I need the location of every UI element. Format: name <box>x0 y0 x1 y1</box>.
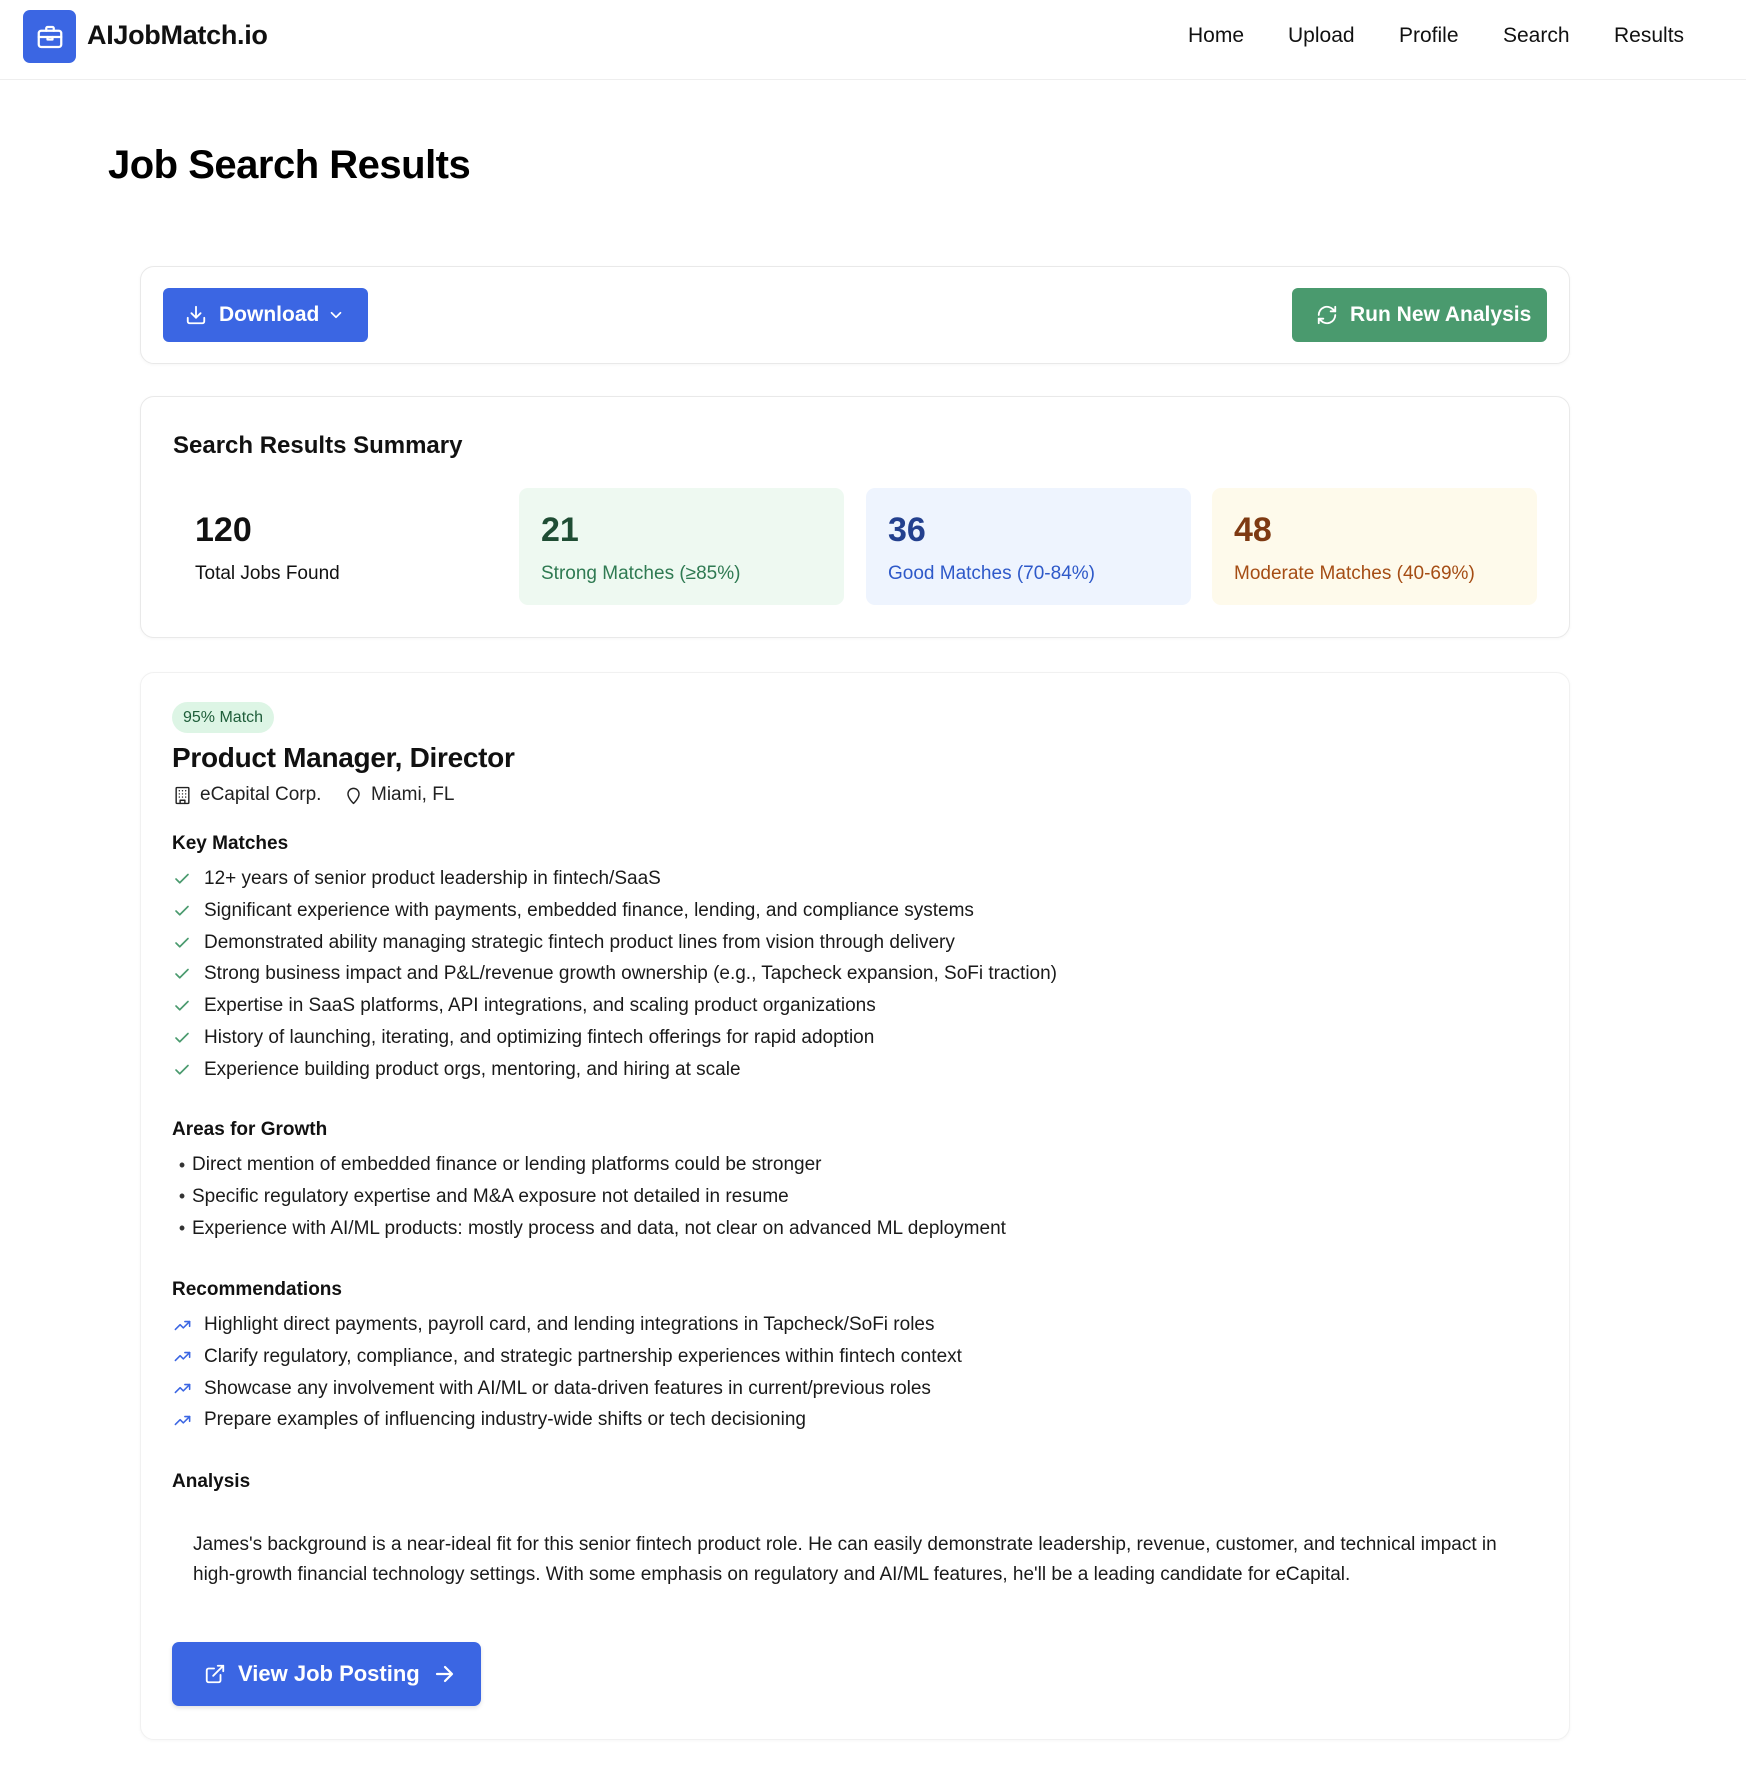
stat-value: 48 <box>1234 511 1272 549</box>
bullet-icon: • <box>178 1186 186 1207</box>
arrow-right-icon <box>432 1662 456 1686</box>
company <box>173 784 321 806</box>
stat-label: Total Jobs Found <box>195 563 340 584</box>
list-item-text: Showcase any involvement with AI/ML or data-driven features in current/previous roles <box>204 1377 931 1399</box>
stat-value: 120 <box>195 511 252 549</box>
briefcase-icon[interactable] <box>23 10 76 63</box>
nav-results[interactable]: Results <box>1614 24 1685 47</box>
list-item <box>172 1151 821 1179</box>
list-item-text: Expertise in SaaS platforms, API integrations, and scaling product organizations <box>204 995 876 1017</box>
trending-up-icon <box>172 1347 192 1367</box>
stat-strong-matches <box>519 488 844 605</box>
nav-profile[interactable]: Profile <box>1399 24 1459 47</box>
list-item-text: Significant experience with payments, embedded finance, lending, and compliance systems <box>204 899 974 921</box>
list-item <box>172 1311 935 1339</box>
chevron-down-icon <box>327 306 345 324</box>
analysis-heading: Analysis <box>172 1471 251 1492</box>
match-badge: 95% Match <box>172 702 274 733</box>
check-icon <box>172 1060 192 1080</box>
view-job-label: View Job Posting <box>238 1661 420 1686</box>
list-item-text: Experience building product orgs, mentoring, and hiring at scale <box>204 1058 741 1080</box>
external-link-icon <box>204 1663 226 1685</box>
list-item-text: Prepare examples of influencing industry-wide shifts or tech decisioning <box>204 1409 806 1431</box>
stat-value: 36 <box>888 511 926 549</box>
analysis-text: James's background is a near-ideal fit for this senior fintech product role. He can easily demonstrate leadership, revenue, customer, and technical impact in high-growth financial technology settings. With some emphasis on regulatory and AI/ML features, he'll be a leading candidate for eCapital. <box>193 1534 1497 1585</box>
list-item <box>172 865 661 893</box>
download-button[interactable] <box>163 288 368 342</box>
stat-label: Good Matches (70-84%) <box>888 563 1095 584</box>
summary-title: Search Results Summary <box>173 432 463 459</box>
list-item <box>172 1406 806 1434</box>
list-item-text: Direct mention of embedded finance or lending platforms could be stronger <box>192 1154 822 1175</box>
list-item <box>172 992 876 1020</box>
bullet-icon: • <box>178 1154 186 1175</box>
list-item <box>172 1215 1006 1243</box>
list-item <box>172 1183 789 1211</box>
list-item <box>172 1343 962 1371</box>
stat-total-jobs <box>173 488 498 605</box>
page-title: Job Search Results <box>108 143 471 187</box>
download-label: Download <box>219 303 320 326</box>
top-navbar <box>0 0 1746 80</box>
nav-search[interactable]: Search <box>1503 24 1570 47</box>
bullet-icon: • <box>178 1218 186 1239</box>
list-item-text: History of launching, iterating, and optimizing fintech offerings for rapid adoption <box>204 1027 875 1048</box>
nav-home[interactable]: Home <box>1188 24 1245 47</box>
building-icon <box>173 786 192 805</box>
check-icon <box>172 996 192 1016</box>
check-icon <box>172 869 192 889</box>
list-item <box>172 1056 741 1084</box>
company-name: eCapital Corp. <box>200 784 322 805</box>
run-label: Run New Analysis <box>1350 303 1532 326</box>
list-item-text: Demonstrated ability managing strategic fintech product lines from vision through delivery <box>204 931 955 953</box>
stat-moderate-matches <box>1212 488 1537 605</box>
list-item <box>172 929 955 957</box>
list-item-text: Specific regulatory expertise and M&A exposure not detailed in resume <box>192 1185 789 1207</box>
list-item-text: Clarify regulatory, compliance, and strategic partnership experiences within fintech context <box>204 1345 962 1367</box>
list-item <box>172 897 974 925</box>
list-item-text: Strong business impact and P&L/revenue growth ownership (e.g., Tapcheck expansion, SoFi traction) <box>204 963 1058 985</box>
trending-up-icon <box>172 1379 192 1399</box>
run-new-analysis-button[interactable] <box>1292 288 1547 342</box>
list-item <box>172 960 1057 988</box>
view-job-posting-button[interactable] <box>172 1642 481 1706</box>
list-item-text: Highlight direct payments, payroll card, and lending integrations in Tapcheck/SoFi roles <box>204 1314 935 1335</box>
list-item <box>172 1024 874 1052</box>
refresh-icon <box>1316 304 1338 326</box>
check-icon <box>172 933 192 953</box>
map-pin-icon <box>344 786 363 805</box>
stat-value: 21 <box>541 511 579 549</box>
check-icon <box>172 901 192 921</box>
growth-heading: Areas for Growth <box>172 1119 328 1140</box>
stat-label: Strong Matches (≥85%) <box>541 563 741 584</box>
location <box>344 784 454 806</box>
nav-upload[interactable]: Upload <box>1288 24 1355 47</box>
location-name: Miami, FL <box>371 784 455 805</box>
check-icon <box>172 964 192 984</box>
stat-good-matches <box>866 488 1191 605</box>
download-icon <box>185 304 207 326</box>
stat-label: Moderate Matches (40-69%) <box>1234 563 1475 584</box>
recommendations-heading: Recommendations <box>172 1279 342 1300</box>
list-item <box>172 1375 931 1403</box>
list-item-text: Experience with AI/ML products: mostly process and data, not clear on advanced ML deployment <box>192 1217 1006 1239</box>
list-item-text: 12+ years of senior product leadership in fintech/SaaS <box>204 868 661 889</box>
check-icon <box>172 1028 192 1048</box>
brand-name[interactable]: AIJobMatch.io <box>87 20 268 50</box>
job-title: Product Manager, Director <box>172 742 515 773</box>
trending-up-icon <box>172 1315 192 1335</box>
key-matches-heading: Key Matches <box>172 833 289 854</box>
trending-up-icon <box>172 1410 192 1430</box>
